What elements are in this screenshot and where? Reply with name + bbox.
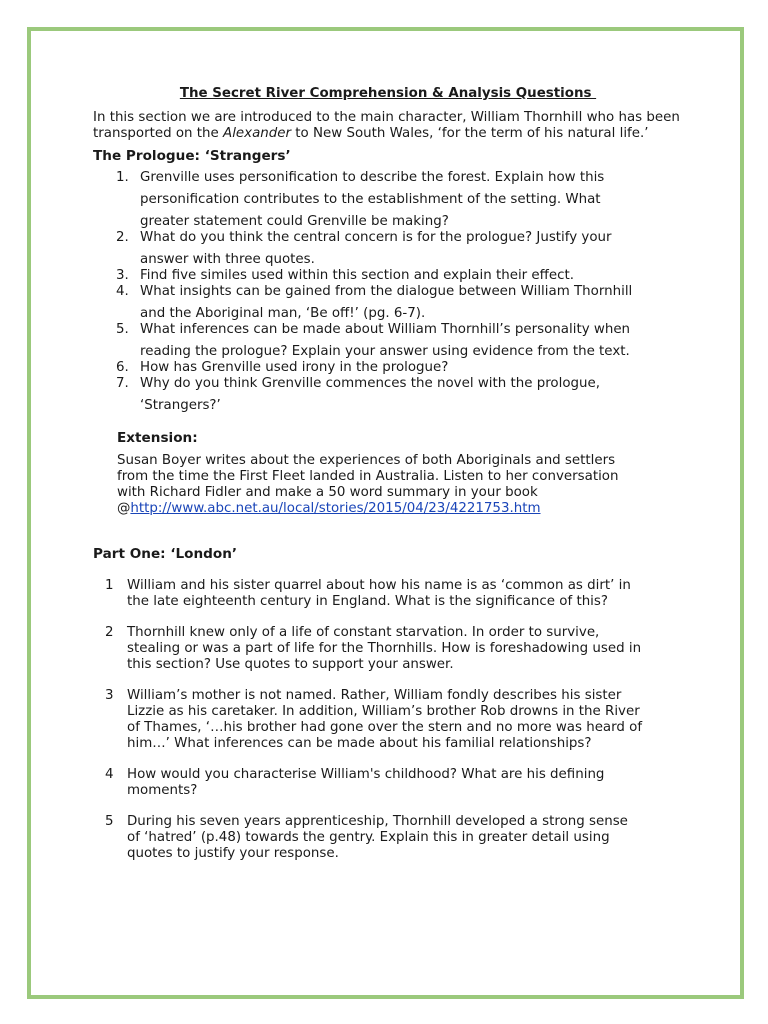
- question-line: William’s mother is not named. Rather, William fondly describes his sister: [127, 688, 622, 703]
- prologue-question: [93, 230, 683, 268]
- question-line: Why do you think Grenville commences the novel with the prologue,: [140, 376, 601, 391]
- question-line: What insights can be gained from the dialogue between William Thornhill: [140, 284, 633, 299]
- link-prefix: @: [117, 501, 131, 516]
- question-number: 2: [105, 625, 114, 640]
- part-one-question: [93, 688, 683, 752]
- extension-heading: Extension:: [117, 430, 198, 446]
- intro-text-before: In this section we are introduced to the main character, William Thornhill who has been transported on the: [93, 110, 680, 141]
- extension-paragraph: [117, 453, 683, 517]
- question-line: this section? Use quotes to support your answer.: [127, 657, 454, 672]
- question-number: 4: [105, 767, 114, 782]
- extension-line: Susan Boyer writes about the experiences of both Aboriginals and settlers: [117, 453, 616, 468]
- question-number: 5: [105, 814, 114, 829]
- question-line: Grenville uses personification to describe the forest. Explain how this: [140, 170, 605, 185]
- question-line: of ‘hatred’ (p.48) towards the gentry. Explain this in greater detail using: [127, 830, 610, 845]
- question-line: of Thames, ‘…his brother had gone over the stern and no more was heard of: [127, 720, 643, 735]
- part-one-question: [93, 767, 683, 799]
- question-line: moments?: [127, 783, 198, 798]
- question-line: During his seven years apprenticeship, Thornhill developed a strong sense: [127, 814, 628, 829]
- question-number: 4.: [116, 284, 129, 299]
- prologue-question-list: [93, 170, 683, 414]
- question-number: 6.: [116, 360, 129, 375]
- question-number: 2.: [116, 230, 129, 245]
- question-line: personification contributes to the establishment of the setting. What: [140, 192, 601, 207]
- document-body: [93, 86, 683, 862]
- question-line: How has Grenville used irony in the prologue?: [140, 360, 449, 375]
- question-line: greater statement could Grenville be making?: [140, 214, 449, 229]
- question-line: ‘Strangers?’: [140, 398, 221, 413]
- extension-link-line: [117, 501, 683, 517]
- question-line: and the Aboriginal man, ‘Be off!’ (pg. 6-7).: [140, 306, 426, 321]
- prologue-question: [93, 268, 683, 284]
- question-line: Lizzie as his caretaker. In addition, William’s brother Rob drowns in the River: [127, 704, 640, 719]
- extension-section: [93, 430, 683, 517]
- question-line: quotes to justify your response.: [127, 846, 339, 861]
- prologue-question: [93, 360, 683, 376]
- question-line: the late eighteenth century in England. What is the significance of this?: [127, 594, 608, 609]
- intro-ship-name: Alexander: [223, 126, 292, 141]
- abc-radio-link[interactable]: http://www.abc.net.au/local/stories/2015/04/23/4221753.htm: [130, 501, 541, 516]
- part-one-question: [93, 625, 683, 673]
- extension-line: with Richard Fidler and make a 50 word summary in your book: [117, 485, 538, 500]
- question-number: 7.: [116, 376, 129, 391]
- question-line: What do you think the central concern is for the prologue? Justify your: [140, 230, 612, 245]
- part-one-question: [93, 814, 683, 862]
- intro-paragraph: [93, 110, 683, 142]
- part-one-question-list: [93, 578, 683, 862]
- question-line: him…’ What inferences can be made about his familial relationships?: [127, 736, 592, 751]
- question-line: answer with three quotes.: [140, 252, 315, 267]
- prologue-heading: The Prologue: ‘Strangers’: [93, 148, 291, 164]
- document-title: The Secret River Comprehension & Analysis Questions: [179, 86, 597, 101]
- question-number: 5.: [116, 322, 129, 337]
- extension-line: from the time the First Fleet landed in Australia. Listen to her conversation: [117, 469, 619, 484]
- prologue-question: [93, 322, 683, 360]
- part-one-question: [93, 578, 683, 610]
- question-line: stealing or was a part of life for the Thornhills. How is foreshadowing used in: [127, 641, 642, 656]
- question-number: 3.: [116, 268, 129, 283]
- question-number: 1.: [116, 170, 129, 185]
- question-line: What inferences can be made about William Thornhill’s personality when: [140, 322, 631, 337]
- prologue-question: [93, 170, 683, 230]
- question-number: 1: [105, 578, 114, 593]
- question-line: Thornhill knew only of a life of constant starvation. In order to survive,: [127, 625, 600, 640]
- question-line: Find five similes used within this section and explain their effect.: [140, 268, 574, 283]
- question-number: 3: [105, 688, 114, 703]
- question-line: How would you characterise William's childhood? What are his defining: [127, 767, 605, 782]
- intro-text-after: to New South Wales, ‘for the term of his natural life.’: [291, 126, 649, 141]
- question-line: William and his sister quarrel about how his name is as ‘common as dirt’ in: [127, 578, 631, 593]
- prologue-question: [93, 284, 683, 322]
- part-one-heading: Part One: ‘London’: [93, 546, 238, 562]
- prologue-question: [93, 376, 683, 414]
- question-line: reading the prologue? Explain your answer using evidence from the text.: [140, 344, 630, 359]
